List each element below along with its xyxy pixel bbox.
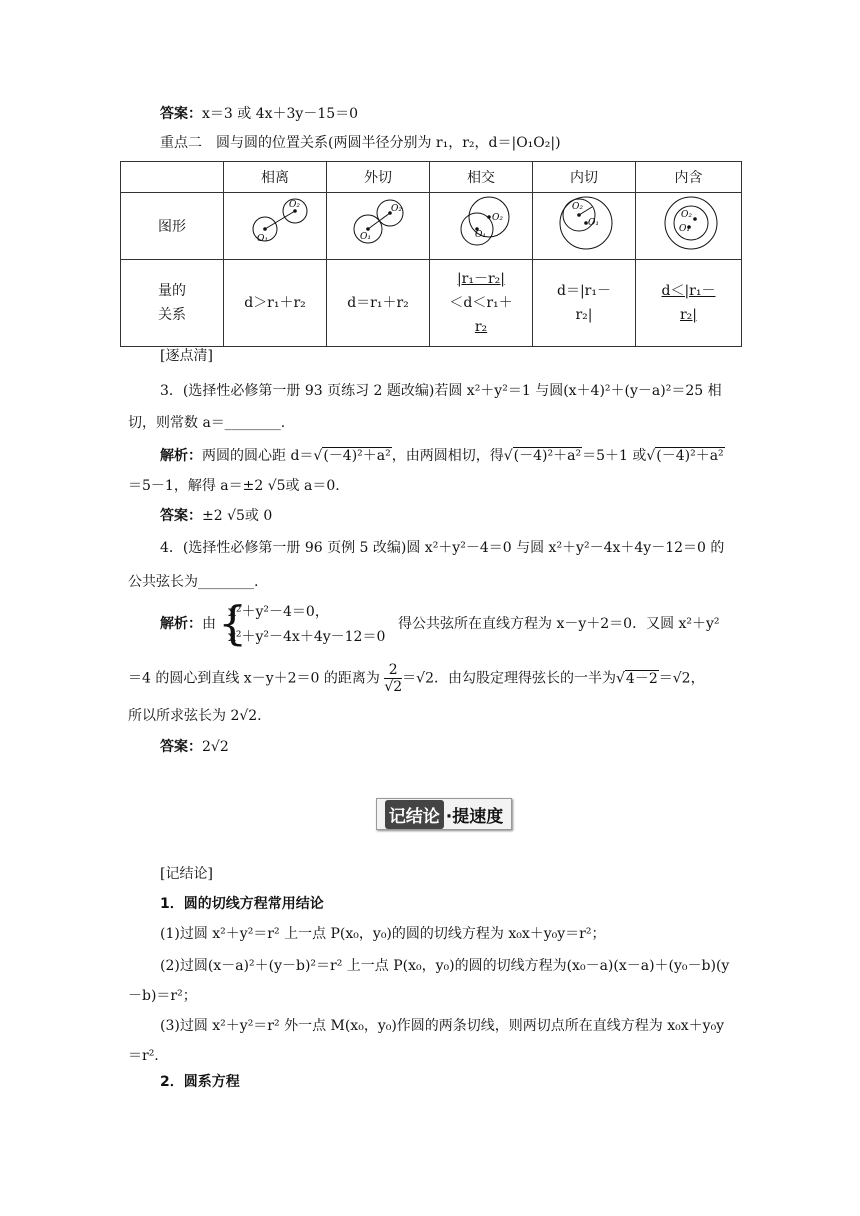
conclusion-3b: ＝r². [128, 1048, 159, 1064]
q4-stem-1: 4．(选择性必修第一册 96 页例 5 改编)圆 x²＋y²－4＝0 与圆 x²＋y²－4x＋4y－12＝0 的 [160, 540, 725, 556]
relation-internal: d＝|r₁－ r₂| [533, 260, 636, 347]
table-header-contain: 内含 [636, 162, 742, 193]
conclusion-1: (1)过圆 x²＋y²＝r² 上一点 P(x₀，y₀)的圆的切线方程为 x₀x＋y₀y＝r²； [160, 926, 606, 942]
badge-tag: 记结论 [385, 800, 444, 829]
q4-analysis-1: 得公共弦所在直线方程为 x－y＋2＝0．又圆 x²＋y² [398, 616, 720, 632]
table-header-blank [121, 162, 224, 193]
o1-label: O₁ [475, 230, 486, 240]
relation-intersect: |r₁－r₂| ＜d＜r₁＋ r₂ [430, 260, 533, 347]
answer-label: 答案： [160, 106, 202, 122]
table-header-internal: 内切 [533, 162, 636, 193]
o2-label: O₂ [391, 204, 402, 214]
section-title: 重点二 圆与圆的位置关系(两圆半径分别为 r₁，r₂，d＝|O₁O₂|) [160, 135, 561, 151]
row-label-figure: 图形 [121, 193, 224, 260]
o2-label: O₂ [572, 202, 583, 212]
q3-stem-1: 3．(选择性必修第一册 93 页练习 2 题改编)若圆 x²＋y²＝1 与圆(x＋4)²＋(y－a)²＝25 相 [160, 383, 722, 399]
relation-contain: d＜|r₁－ r₂| [636, 260, 742, 347]
badge-rest: ·提速度 [445, 806, 504, 827]
figure-external [327, 193, 430, 260]
q4-eq2: x²＋y²－4x＋4y－12＝0 [228, 629, 386, 645]
answer-text: x＝3 或 4x＋3y－15＝0 [202, 106, 359, 122]
o2-label: O₂ [680, 210, 692, 220]
distance-fraction: $\frac{2}{√2}$ [384, 662, 403, 695]
q3-answer: 答案：±2 √5或 0 [160, 508, 273, 524]
figure-separate [224, 193, 327, 260]
q4-stem-2: 公共弦长为________. [128, 574, 259, 590]
relation-separate: d＞r₁＋r₂ [224, 260, 327, 347]
o1-label: O₁ [678, 224, 690, 234]
figure-internal [533, 193, 636, 260]
o1-label: O₁ [257, 234, 268, 244]
conclusions-heading-1: 1．圆的切线方程常用结论 [160, 896, 324, 912]
q4-eq1: x²＋y²－4＝0， [228, 604, 329, 620]
q4-analysis-label: 解析：由 [160, 616, 216, 632]
system-brace: { [218, 596, 248, 650]
conclusion-2a: (2)过圆(x－a)²＋(y－b)²＝r² 上一点 P(x₀，y₀)的圆的切线方程为(x₀－a)(x－a)＋(y₀－b)(y [160, 958, 730, 974]
conclusion-2b: －b)＝r²； [128, 988, 197, 1004]
figure-contain [636, 193, 742, 260]
zhudian-label: [逐点清] [160, 348, 213, 364]
conclusions-heading-2: 2．圆系方程 [160, 1074, 240, 1090]
row-label-relation: 量的 关系 [121, 260, 224, 347]
q4-answer: 答案：2√2 [160, 739, 229, 755]
table-header-external: 外切 [327, 162, 430, 193]
section-badge [376, 798, 512, 830]
circle-relation-table [120, 161, 742, 347]
conclusions-label: [记结论] [160, 866, 213, 882]
relation-external: d＝r₁＋r₂ [327, 260, 430, 347]
o2-label: O₂ [492, 213, 503, 223]
conclusion-3a: (3)过圆 x²＋y²＝r² 外一点 M(x₀，y₀)作圆的两条切线，则两切点所在直线方程为 x₀x＋y₀y [160, 1018, 725, 1034]
q3-stem-2: 切，则常数 a＝________. [128, 415, 286, 431]
q4-analysis-2: ＝4 的圆心到直线 x－y＋2＝0 的距离为 $\frac{2}{√2}$ ＝√2．由勾股定理得弦长的一半为√4－2＝√2， [128, 662, 705, 695]
o1-label: O₁ [588, 218, 599, 228]
answer-line-top [160, 104, 358, 124]
o1-label: O₁ [360, 232, 371, 242]
q4-analysis-3: 所以所求弦长为 2√2. [128, 708, 262, 724]
table-header-intersect: 相交 [430, 162, 533, 193]
o2-label: O₂ [289, 200, 300, 210]
q3-analysis-1: 解析：两圆的圆心距 d＝√(－4)²＋a²，由两圆相切，得√(－4)²＋a²＝5＋1 或√(－4)²＋a² [160, 448, 724, 464]
table-header-separate: 相离 [224, 162, 327, 193]
q3-analysis-2: ＝5－1，解得 a＝±2 √5或 a＝0. [128, 478, 340, 494]
figure-intersect [430, 193, 533, 260]
